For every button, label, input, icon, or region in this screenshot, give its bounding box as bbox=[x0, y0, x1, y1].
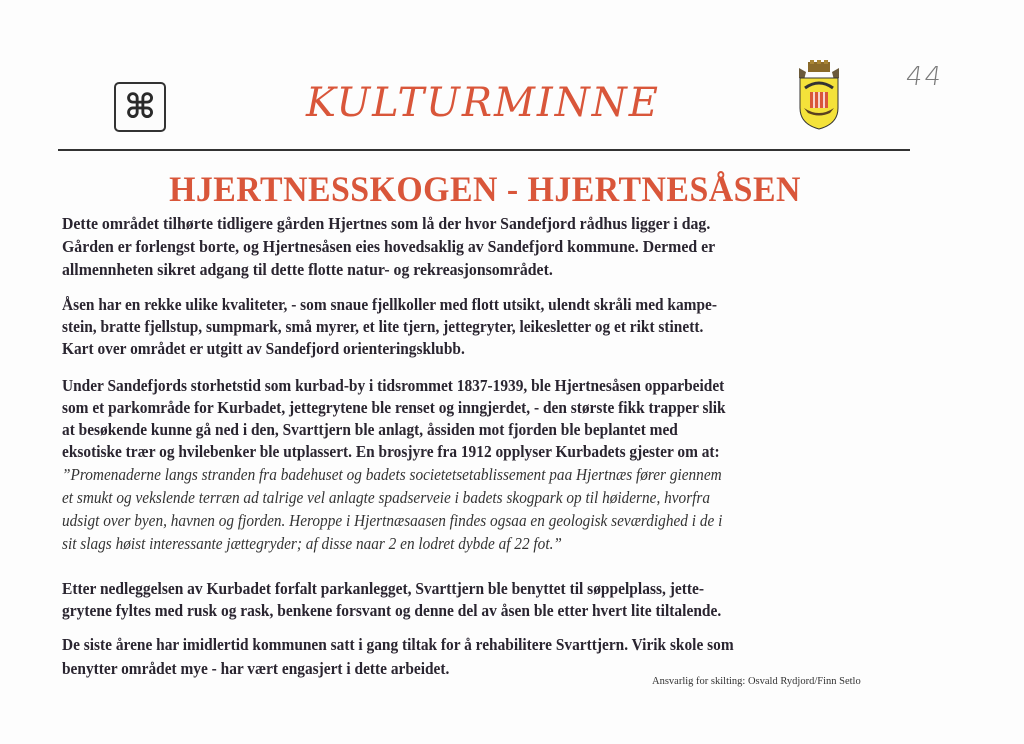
paragraph-1-line-2: Gården er forlengst borte, og Hjertnesåsen eies hovedsaklig av Sandefjord kommune. Dermed er bbox=[62, 237, 716, 256]
paragraph-5-line-2: benytter området mye - har vært engasjert i dette arbeidet. bbox=[62, 659, 450, 678]
paragraph-2-line-3: Kart over området er utgitt av Sandefjord orienteringsklubb. bbox=[62, 339, 465, 358]
paragraph-4-line-2: grytene fyltes med rusk og rask, benkene forsvant og denne del av åsen ble etter hvert lite tiltalende. bbox=[62, 601, 722, 620]
paragraph-3-line-1: Under Sandefjords storhetstid som kurbad-by i tidsrommet 1837-1939, ble Hjertnesåsen opparbeidet bbox=[62, 376, 725, 395]
credit-line: Ansvarlig for skilting: Osvald Rydjord/Finn Setlo bbox=[652, 676, 861, 687]
paragraph-2-line-2: stein, bratte fjellstup, sumpmark, små myrer, et lite tjern, jettegryter, leikesletter og et rikt stinett. bbox=[62, 317, 704, 336]
quote-line-2: et smukt og vekslende terræn ad talrige vel anlagte spadserveie i badets skogpark op til høiderne, hvorfra bbox=[62, 488, 711, 507]
place-of-interest-icon bbox=[114, 82, 166, 132]
brand-heading: KULTURMINNE bbox=[306, 80, 660, 126]
page-number: 44 bbox=[903, 62, 946, 92]
paragraph-1-line-1: Dette området tilhørte tidligere gården Hjertnes som lå der hvor Sandefjord rådhus ligger i dag. bbox=[62, 214, 711, 233]
page-title: HJERTNESSKOGEN - HJERTNESÅSEN bbox=[169, 169, 801, 209]
paragraph-1-line-3: allmennheten sikret adgang til dette flotte natur- og rekreasjonsområdet. bbox=[62, 260, 553, 279]
quote-line-3: udsigt over byen, havnen og fjorden. Heroppe i Hjertnæsaasen findes ogsaa en geologisk seværdighed i de i bbox=[62, 511, 723, 530]
paragraph-3-line-3: at besøkende kunne gå ned i den, Svarttjern ble anlagt, åssiden mot fjorden ble beplantet med bbox=[62, 420, 678, 439]
quote-line-1: ”Promenaderne langs stranden fra badehuset og badets societetsetablissement paa Hjertnæs fører giennem bbox=[62, 465, 722, 484]
paragraph-3-line-2: som et parkområde for Kurbadet, jettegrytene ble renset og inngjerdet, - den største fikk trapper slik bbox=[62, 398, 726, 417]
paragraph-3-line-4: eksotiske trær og hvilebenker ble utplassert. En brosjyre fra 1912 opplyser Kurbadets gjester om at: bbox=[62, 442, 720, 461]
sandefjord-coat-of-arms-icon bbox=[796, 60, 842, 130]
paragraph-2-line-1: Åsen har en rekke ulike kvaliteter, - som snaue fjellkoller med flott utsikt, ulendt skråli med kampe- bbox=[62, 295, 718, 314]
paragraph-5-line-1: De siste årene har imidlertid kommunen satt i gang tiltak for å rehabilitere Svarttjern. Virik skole som bbox=[62, 635, 734, 654]
paragraph-4-line-1: Etter nedleggelsen av Kurbadet forfalt parkanlegget, Svarttjern ble benyttet til søppelplass, jette- bbox=[62, 579, 705, 598]
quote-line-4: sit slags høist interessante jættegryder; af disse naar 2 en lodret dybde af 22 fot.” bbox=[62, 534, 562, 553]
header-divider bbox=[58, 149, 910, 151]
logo-glyph: ⌘ bbox=[124, 87, 156, 127]
